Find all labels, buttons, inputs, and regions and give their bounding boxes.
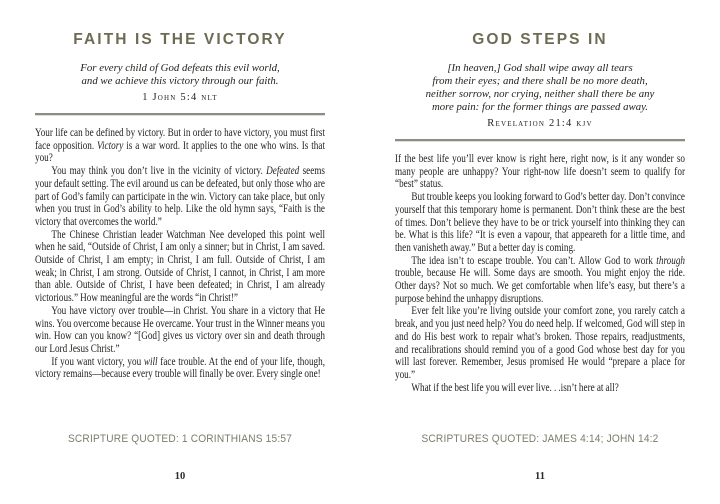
paragraph: Your life can be defined by victory. But in order to have victory, you must first face opposition. Victory is a war word. It applies to the one who wins. Is that you? — [35, 127, 325, 165]
paragraph: If you want victory, you will face trouble. At the end of your life, though, victory remains—because every trouble will finally be over. Every single one! — [35, 355, 325, 381]
paragraph: But trouble keeps you looking forward to God’s better day. Don’t convince yourself that this temporary home is permanent. Don’t think these are the best of times. Don’t believe they have to be or trick yourself into thinking they can be. What is this life? “It is even a vapour, that appeareth for a little time, and then vanisheth away.” But a better day is coming. — [395, 191, 685, 254]
epigraph-verse — [395, 62, 685, 114]
epigraph-line: neither sorrow, nor crying, neither shall there be any — [425, 88, 655, 100]
page-right-content — [395, 0, 685, 394]
page-left-content — [35, 0, 325, 381]
epigraph-line: For every child of God defeats this evil world, — [80, 62, 280, 74]
epigraph-line: and we achieve this victory through our faith. — [81, 75, 279, 87]
verse-reference: Revelation 21:4 kjv — [487, 118, 593, 129]
paragraph: Ever felt like you’re living outside your comfort zone, you rarely catch a break, and you just need help? You do need help. If welcomed, God will step in and do His best work to repair what’s broken. Those repairs, readjustments, and recalibrations should remind you of a good God whose best day for you will last forever. Remember, Jesus promised He would “prepare a place for you.” — [395, 305, 685, 381]
divider-rule — [395, 139, 685, 141]
body-text — [395, 153, 685, 394]
body-text — [35, 127, 325, 381]
scripture-quoted-footer: SCRIPTURES QUOTED: JAMES 4:14; JOHN 14:2 — [421, 433, 659, 445]
divider-rule — [35, 113, 325, 115]
chapter-title: GOD STEPS IN — [472, 31, 608, 48]
epigraph-verse — [35, 62, 325, 88]
chapter-title: FAITH IS THE VICTORY — [73, 31, 287, 48]
paragraph: You have victory over trouble—in Christ. You share in a victory that He wins. You overcome because He overcame. Your trust in the Winner means you win. How can you know? “[God] gives us victory over sin and death through our Lord Jesus Christ.” — [35, 304, 325, 355]
epigraph-line: [In heaven,] God shall wipe away all tears — [447, 62, 633, 74]
page-right — [360, 0, 720, 504]
epigraph-line: from their eyes; and there shall be no more death, — [432, 75, 648, 87]
paragraph: What if the best life you will ever live. . .isn’t here at all? — [411, 381, 619, 394]
paragraph: The Chinese Christian leader Watchman Nee developed this point well when he said, “Outside of Christ, I am only a sinner; but in Christ, I am saved. Outside of Christ, I am empty; in Christ, I am full. Outside of Christ, I am weak; in Christ, I am strong. Outside of Christ, I cannot, in Christ, I am more than able. Outside of Christ, I have been defeated; in Christ, I am already victorious.” How meaningful are the words “in Christ!” — [35, 228, 325, 305]
verse-reference: 1 John 5:4 nlt — [142, 92, 218, 103]
page-number: 10 — [174, 471, 186, 482]
epigraph-line: more pain: for the former things are passed away. — [431, 101, 649, 113]
scripture-quoted-footer: SCRIPTURE QUOTED: 1 CORINTHIANS 15:57 — [67, 433, 293, 445]
paragraph: If the best life you’ll ever know is right here, right now, is it any wonder so many people are unhappy? Your right-now life doesn’t seem to qualify for “best” status. — [395, 153, 685, 191]
page-number: 11 — [535, 471, 545, 482]
paragraph: The idea isn’t to escape trouble. You can’t. Allow God to work through trouble, because He will. Some days are smooth. You might enjoy the ride. Other days? Not so much. We get comfortable when life’s easy, but there’s a purpose behind the unhappy disruptions. — [395, 254, 685, 305]
paragraph: You may think you don’t live in the vicinity of victory. Defeated seems your default setting. The evil around us can be defeated, but only those who are part of God’s family can participate in the win. Victory can take place, but only when you trust in God’s ability to help. Like the old hymn says, “Faith is the victory that overcomes the world.” — [35, 165, 325, 228]
